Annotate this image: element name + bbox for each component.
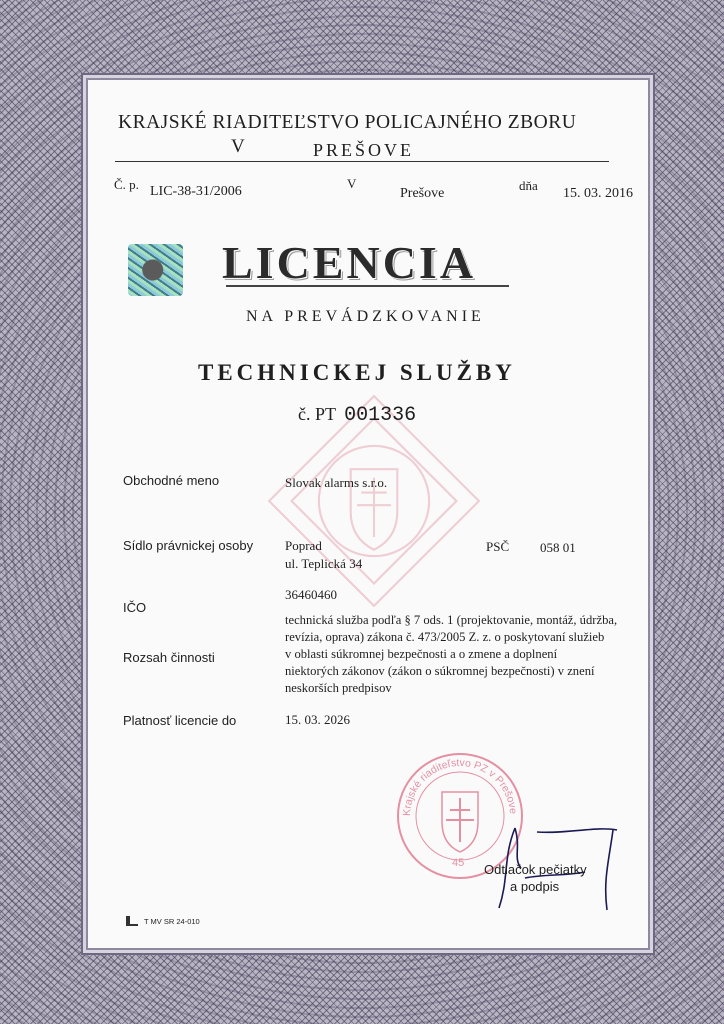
document-subtitle: NA PREVÁDZKOVANIE (246, 308, 485, 325)
company-value: Slovak alarms s.r.o. (285, 475, 388, 490)
reference-in-label: V (347, 176, 357, 191)
scope-line: revízia, oprava) zákona č. 473/2005 Z. z. o poskytovaní služieb (285, 630, 605, 644)
scope-text (285, 612, 645, 697)
ico-label: IČO (123, 600, 147, 615)
authority-title: KRAJSKÉ RIADITEĽSTVO POLICAJNÉHO ZBORU (118, 112, 577, 133)
validity-label: Platnosť licencie do (123, 713, 237, 728)
service-title: TECHNICKEJ SLUŽBY (198, 360, 516, 385)
seal-number: 45 (452, 857, 465, 869)
company-label: Obchodné meno (123, 473, 220, 488)
license-number (298, 404, 416, 427)
reference-date: 15. 03. 2016 (563, 186, 633, 201)
seat-city: Poprad (285, 538, 322, 553)
scope-line: niektorých zákonov (zákon o súkromnej bezpečnosti) v znení (285, 664, 595, 678)
reference-number: LIC-38-31/2006 (150, 184, 242, 199)
ico-value: 36460460 (285, 587, 337, 602)
signature-label-line1: Odtlačok pečiatky (484, 862, 587, 877)
form-code (126, 916, 200, 926)
form-code-text: T MV SR 24-010 (144, 916, 200, 926)
psc-value: 058 01 (540, 540, 576, 555)
reference-city: Prešove (400, 186, 445, 201)
reference-number-label: Č. p. (114, 177, 139, 192)
authority-city: PREŠOVE (313, 140, 415, 160)
scope-line: v oblasti súkromnej bezpečnosti a o zmene a doplnení (285, 647, 558, 661)
title-underline (226, 285, 509, 287)
psc-label: PSČ (486, 539, 510, 554)
seat-label: Sídlo právnickej osoby (123, 538, 254, 553)
validity-value: 15. 03. 2026 (285, 712, 350, 727)
scope-line: technická služba podľa § 7 ods. 1 (projektovanie, montáž, údržba, (285, 613, 618, 627)
license-number-value: 001336 (344, 404, 417, 427)
scope-line: neskorších predpisov (285, 681, 392, 695)
signature-label-line2: a podpis (510, 879, 560, 894)
license-number-label: č. PT (298, 404, 336, 424)
hologram-icon (128, 244, 183, 296)
header-divider (115, 161, 609, 162)
scope-label: Rozsah činnosti (123, 650, 215, 665)
seal-text: Krajské riaditeľstvo PZ v Prešove (400, 756, 520, 817)
document-title: LICENCIA (222, 237, 477, 288)
reference-date-label: dňa (519, 178, 538, 193)
form-code-icon (126, 916, 138, 926)
seat-street: ul. Teplická 34 (285, 556, 363, 571)
authority-preposition: V (231, 136, 245, 157)
